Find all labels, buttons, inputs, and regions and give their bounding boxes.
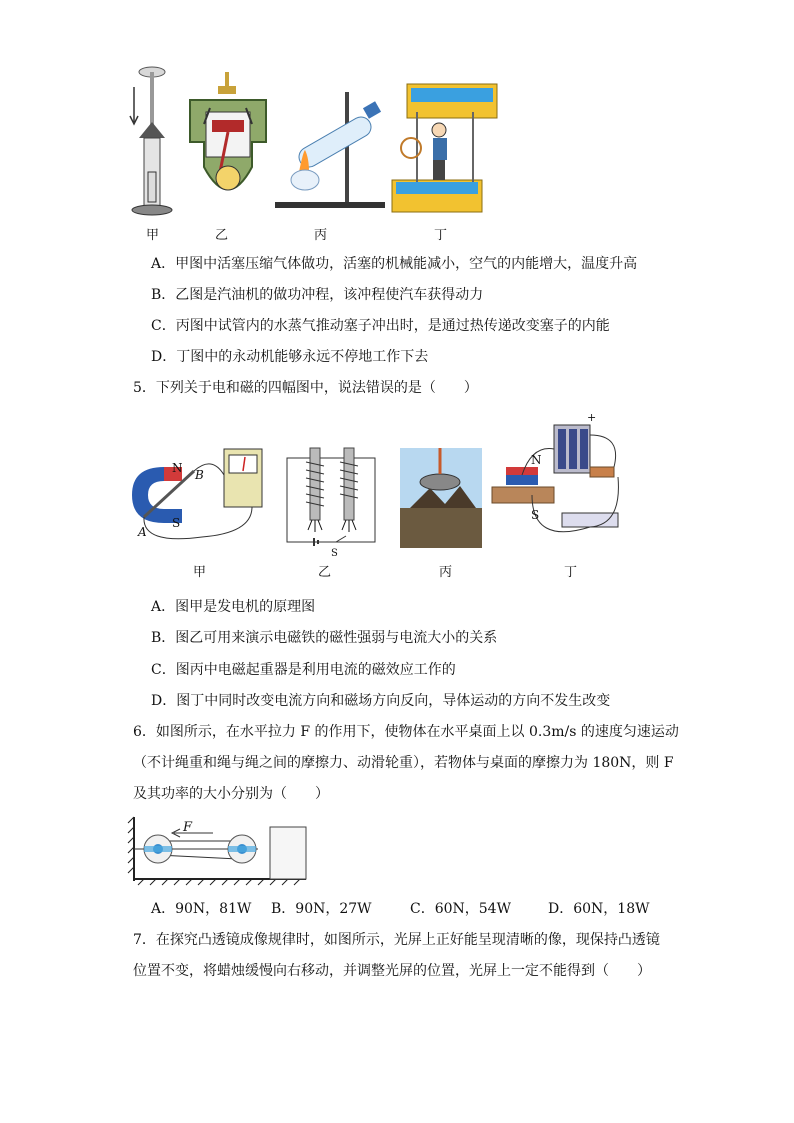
- q5-jia-a-label: A: [138, 525, 147, 539]
- q5-option-d[interactable]: D．图丁中同时改变电流方向和磁场方向反向，导体运动的方向不发生改变: [151, 693, 611, 709]
- q5-ding-n-pole: N: [531, 453, 542, 467]
- q7-stem-line-1: 7．在探究凸透镜成像规律时，如图所示，光屏上正好能呈现清晰的像，现保持凸透镜: [133, 932, 660, 948]
- q4-option-a[interactable]: A．甲图中活塞压缩气体做功，活塞的机械能减小，空气的内能增大，温度升高: [151, 256, 638, 272]
- q5-ding-s-pole: S: [531, 508, 540, 522]
- q4-figure-yi: [188, 72, 268, 207]
- q5-figure-ding: [492, 415, 632, 548]
- q4-option-b[interactable]: B．乙图是汽油机的做功冲程，该冲程使汽车获得动力: [151, 287, 484, 303]
- q4-option-c[interactable]: C．丙图中试管内的水蒸气推动塞子冲出时，是通过热传递改变塞子的内能: [151, 318, 610, 334]
- q4-option-d[interactable]: D．丁图中的永动机能够永远不停地工作下去: [151, 349, 429, 365]
- q6-force-label: F: [183, 820, 193, 835]
- q6-option-a[interactable]: A．90N，81W: [151, 901, 252, 917]
- q5-option-a[interactable]: A．图甲是发电机的原理图: [151, 599, 316, 615]
- q5-label-yi: 乙: [318, 565, 332, 580]
- q4-label-yi: 乙: [215, 228, 229, 243]
- q5-label-ding: 丁: [564, 565, 578, 580]
- q6-stem-line-2: （不计绳重和绳与绳之间的摩擦力、动滑轮重），若物体与桌面的摩擦力为 180N，则 F: [133, 755, 674, 771]
- q6-pulley-figure: [128, 815, 308, 885]
- q5-ding-plus: +: [587, 411, 597, 424]
- q5-stem: 5．下列关于电和磁的四幅图中，说法错误的是（ ）: [133, 380, 478, 396]
- q5-yi-switch-label: S: [331, 548, 338, 559]
- q4-label-ding: 丁: [434, 228, 448, 243]
- q5-jia-n-pole: N: [172, 461, 183, 475]
- q5-figure-jia: [132, 445, 267, 550]
- q6-option-c[interactable]: C．60N，54W: [410, 901, 511, 917]
- q7-stem-line-2: 位置不变，将蜡烛缓慢向右移动，并调整光屏的位置，光屏上一定不能得到（ ）: [133, 963, 651, 979]
- q5-figure-yi: [284, 448, 379, 548]
- q5-jia-s-pole: S: [172, 516, 181, 530]
- q4-label-bing: 丙: [314, 228, 328, 243]
- q5-jia-b-label: B: [195, 468, 204, 482]
- q6-option-d[interactable]: D．60N，18W: [548, 901, 650, 917]
- q6-option-b[interactable]: B．90N，27W: [271, 901, 372, 917]
- q4-label-jia: 甲: [146, 228, 160, 243]
- q4-figure-bing: [275, 92, 385, 212]
- q4-figure-ding: [387, 82, 502, 214]
- q5-option-c[interactable]: C．图丙中电磁起重器是利用电流的磁效应工作的: [151, 662, 456, 678]
- q5-option-b[interactable]: B．图乙可用来演示电磁铁的磁性强弱与电流大小的关系: [151, 630, 498, 646]
- q6-stem-line-3: 及其功率的大小分别为（ ）: [133, 786, 329, 802]
- q5-label-bing: 丙: [439, 565, 453, 580]
- q4-figure-jia: [125, 62, 175, 217]
- q5-figure-bing: [400, 448, 482, 548]
- q6-stem-line-1: 6．如图所示，在水平拉力 F 的作用下，使物体在水平桌面上以 0.3m/s 的速度匀速运动: [133, 724, 679, 740]
- q5-label-jia: 甲: [193, 565, 207, 580]
